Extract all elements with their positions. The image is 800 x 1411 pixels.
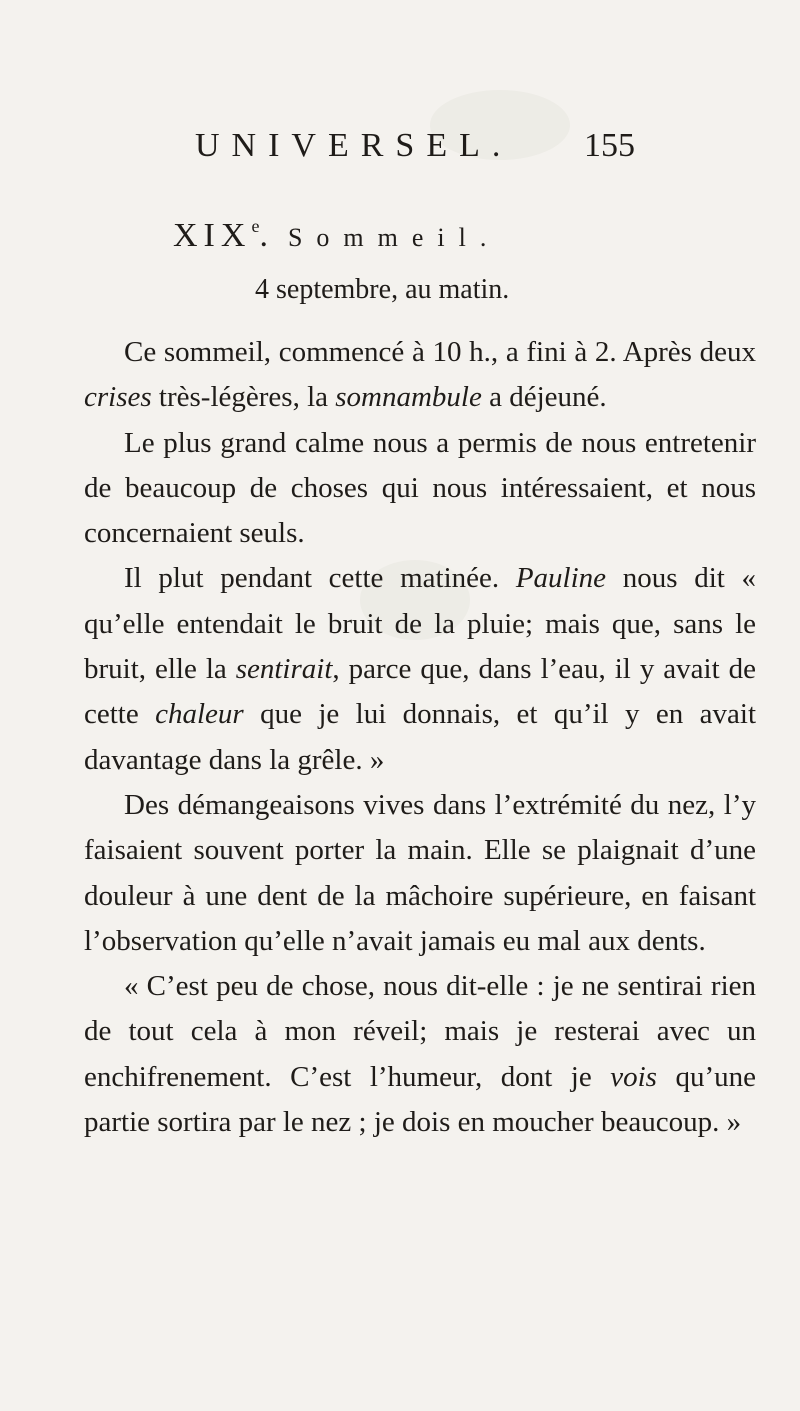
text-run: , parce que, dans l’eau, il y avait de cette [84, 653, 756, 731]
paragraph [84, 783, 756, 964]
paragraph [84, 421, 756, 557]
text-run: Ce sommeil, commencé à 10 h., a fini à 2. Après deux [124, 336, 756, 368]
section-title: Sommeil. [287, 223, 501, 252]
text-run: que je lui donnais, et qu’il y en avait davantage dans la grêle. » [84, 698, 757, 776]
italic-text: vois [610, 1060, 657, 1093]
italic-text: chaleur [155, 698, 244, 731]
paragraph [84, 556, 756, 782]
italic-text: somnambule [335, 381, 482, 414]
italic-text: crises [84, 381, 152, 414]
italic-text: Pauline [515, 562, 607, 595]
page-number: 155 [584, 127, 635, 164]
text-run: a déjeuné. [481, 381, 607, 414]
text-run: très-légères, la [151, 381, 336, 414]
text-run: Il plut pendant cette matinée. [124, 562, 516, 595]
text-run: Des démangeaisons vives dans l’extrémité du nez, l’y faisaient souvent porter la main. Elle se plaignait d’une douleur à une dent de la mâchoire supérieure, en faisant l’observation qu’elle n’avait jamais eu mal aux dents. [84, 788, 756, 957]
paragraph [84, 964, 756, 1145]
text-run: nous dit « qu’elle entendait le bruit de la pluie; mais que, sans le bruit, elle la [84, 562, 756, 686]
section-heading [173, 206, 593, 256]
body-text [84, 330, 756, 1145]
text-run: « C’est peu de chose, nous dit-elle : je ne sentirai rien de tout cela à mon réveil; mais je resterai avec un enchifrenement. C’est l’humeur, dont je [84, 970, 756, 1093]
italic-text: sentirait [235, 653, 333, 686]
running-title: UNIVERSEL. [195, 127, 513, 164]
section-number: XIXe. [173, 216, 274, 254]
paragraph [84, 330, 756, 421]
section-number-superscript: e [251, 216, 260, 236]
text-run: qu’une partie sortira par le nez ; je dois en moucher beaucoup. » [84, 1060, 757, 1139]
text-run: Le plus grand calme nous a permis de nous entretenir de beaucoup de choses qui nous intéressaient, et nous concernaient seuls. [84, 426, 756, 550]
entry-date: 4 septembre, au matin. [255, 274, 510, 305]
page-header [195, 126, 635, 176]
